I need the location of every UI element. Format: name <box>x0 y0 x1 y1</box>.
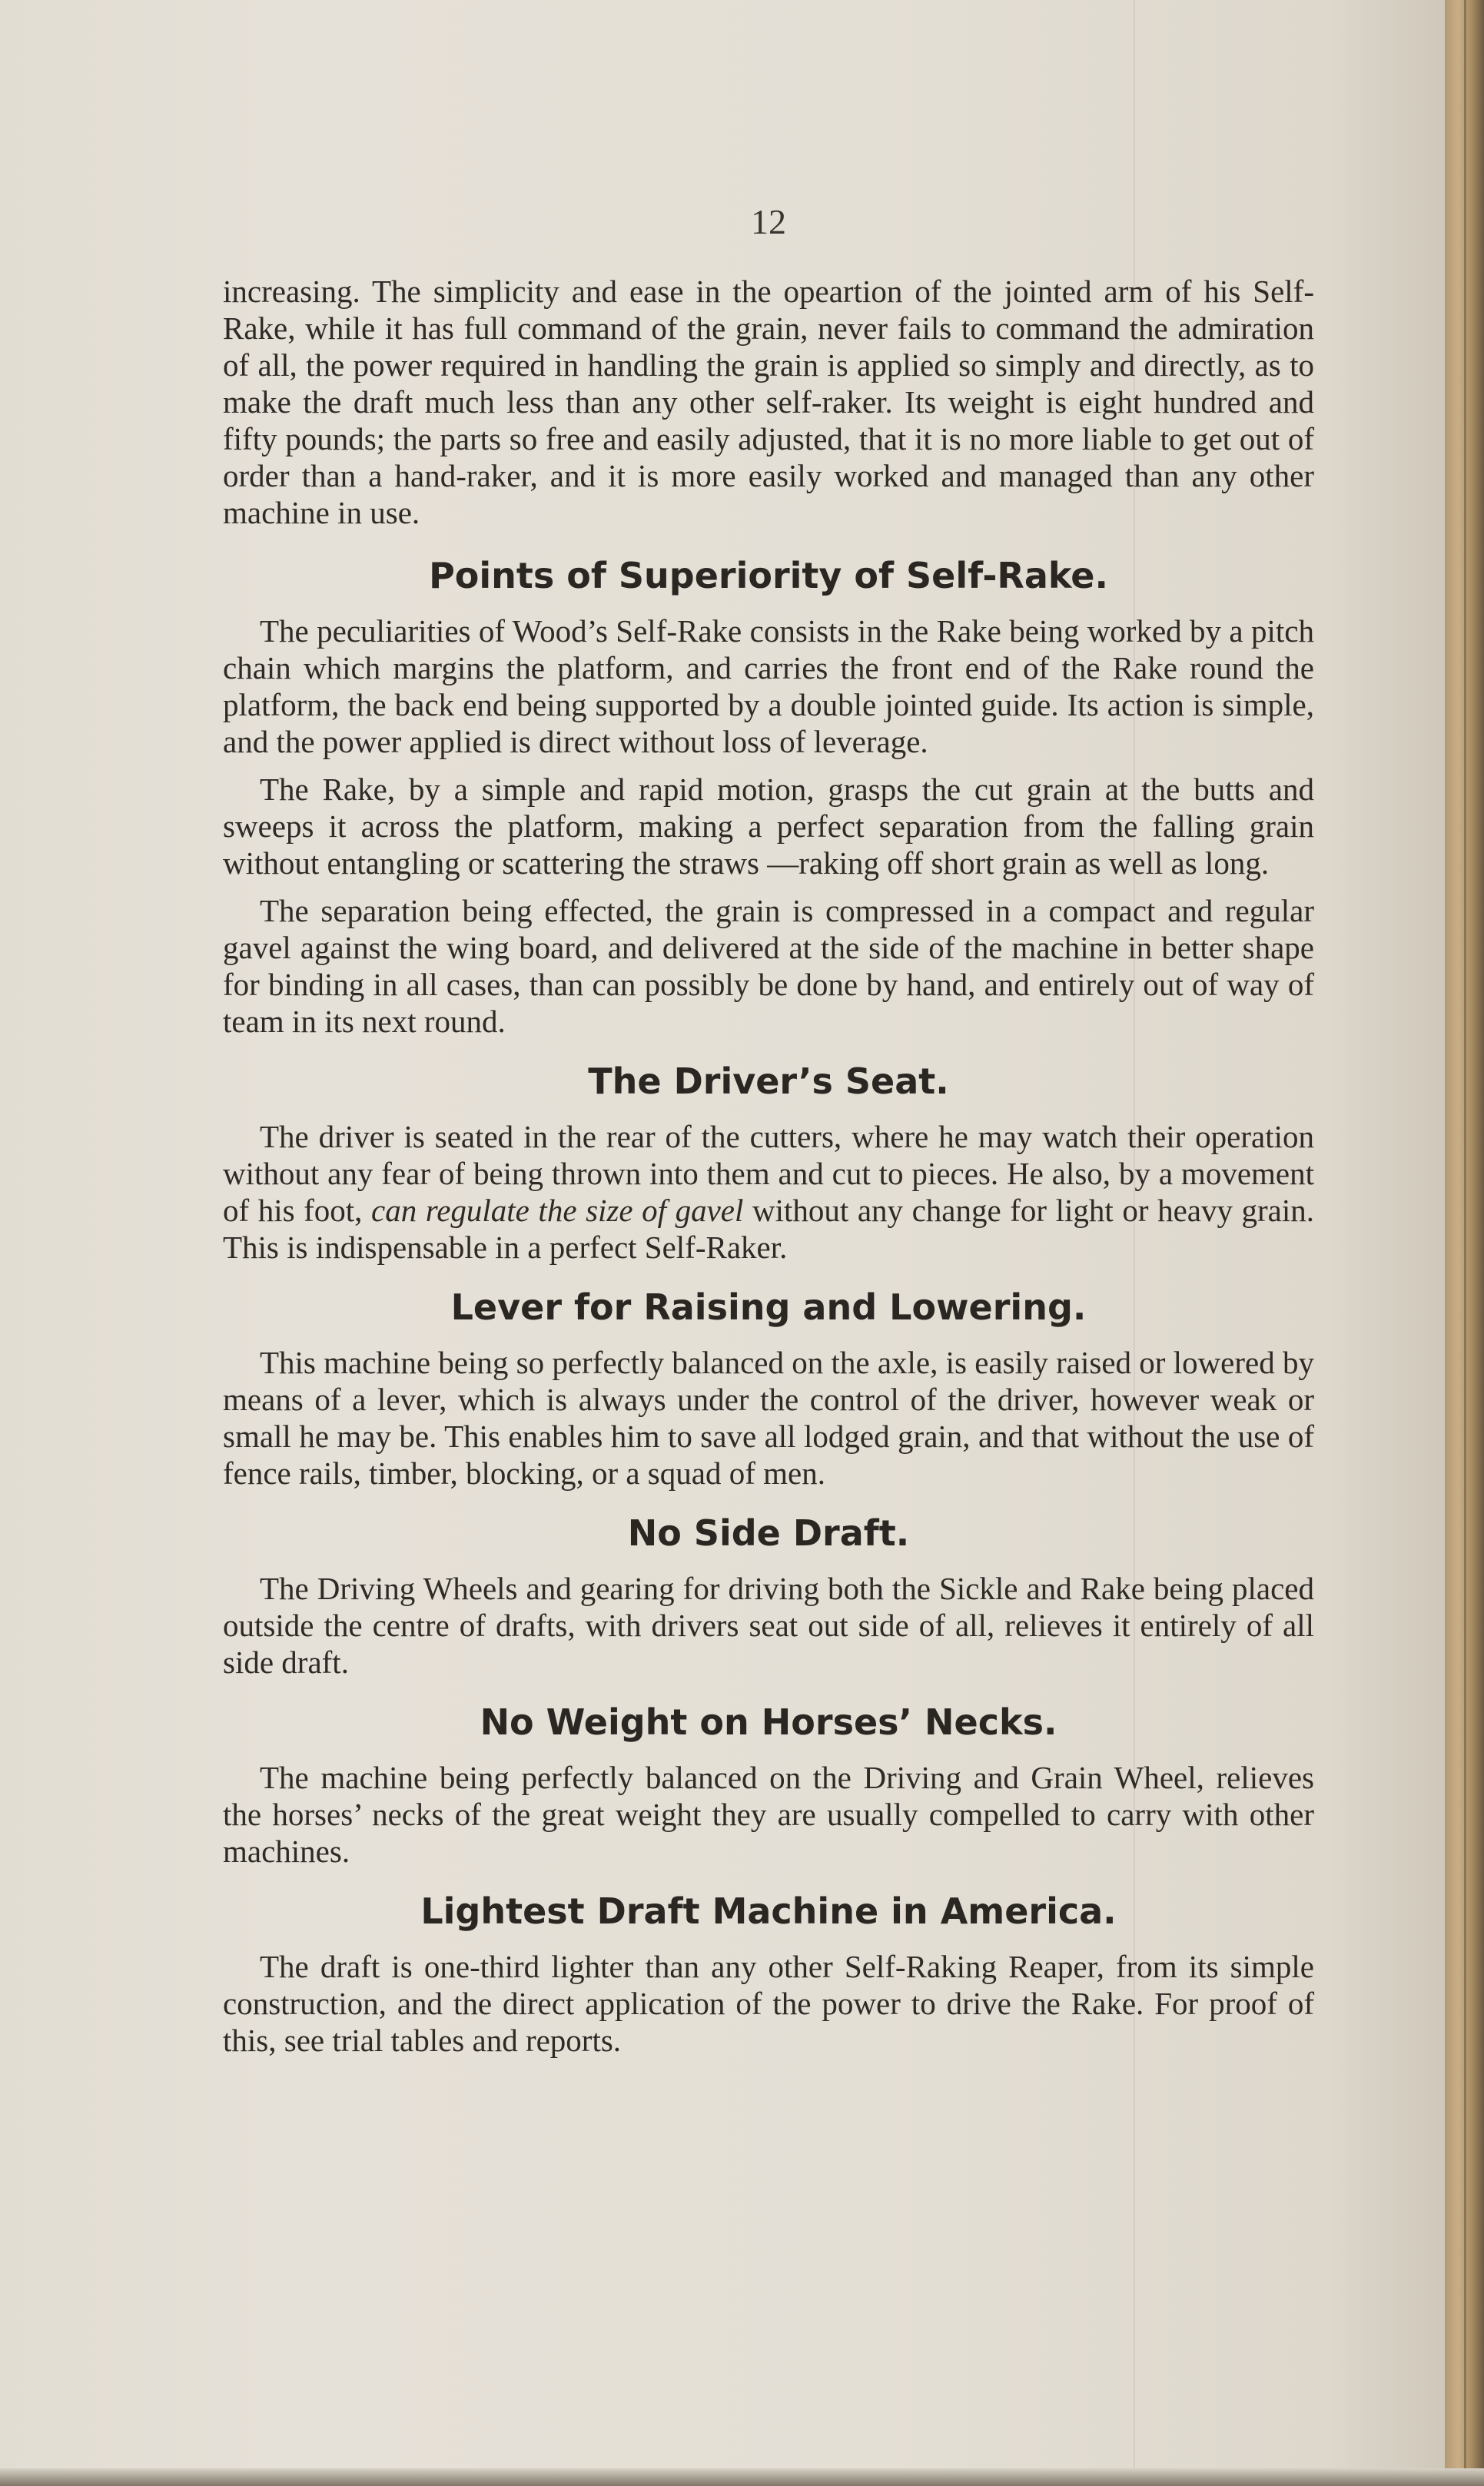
paragraph-lightest-draft: The draft is one-third lighter than any other Self-Raking Reaper, from its simple construction, and the direct application of the power to drive the Rake. For proof of this, see trial tables and reports. <box>223 1949 1314 2058</box>
page-content <box>223 273 1314 2059</box>
paragraph-no-weight-on-necks: The machine being perfectly balanced on the Driving and Grain Wheel, relieves the horses’ necks of the great weight they are usually compelled to carry with other machines. <box>223 1760 1314 1869</box>
heading-drivers-seat: The Driver’s Seat. <box>588 1060 949 1102</box>
page-number: 12 <box>751 202 786 241</box>
heading-no-weight-on-necks: No Weight on Horses’ Necks. <box>480 1701 1057 1743</box>
drivers-seat-text-end: without any change for light or heavy grain. This is indispensable in a perfect Self-Raker. <box>223 1193 1315 1265</box>
paragraph-drivers-seat <box>223 1118 1314 1266</box>
page-edge-line <box>1464 0 1466 2486</box>
drivers-seat-italic-text: can regulate the size of gavel <box>371 1193 744 1228</box>
intro-paragraph: increasing. The simplicity and ease in the opeartion of the jointed arm of his Self-Rake, while it has full command of the grain, never fails to command the admiration of all, the power required in handling the grain is applied so simply and directly, as to make the draft much less than any other self-raker. Its weight is eight hundred and fifty pounds; the parts so free and easily adjusted, that it is no more liable to get out of order than a hand-raker, and it is more easily worked and managed than any other machine in use. <box>223 274 1314 530</box>
heading-points-of-superiority: Points of Superiority of Self-Rake. <box>429 555 1108 596</box>
heading-no-side-draft: No Side Draft. <box>627 1512 910 1554</box>
heading-lightest-draft: Lightest Draft Machine in America. <box>420 1890 1117 1932</box>
paragraph-lever: This machine being so perfectly balanced on the axle, is easily raised or lowered by means of a lever, which is always under the control of the driver, however weak or small he may be. This enables him to save all lodged grain, and that without the use of fence rails, timber, blocking, or a squad of men. <box>223 1345 1314 1491</box>
page-bottom-shadow <box>0 2468 1484 2486</box>
drivers-seat-text-start: The driver is seated in the rear of the cutters, where he may watch their operation without any fear of being thrown into them and cut to pieces. He also, by a movement of his foot, <box>223 1119 1314 1228</box>
paragraph-rake-motion: The Rake, by a simple and rapid motion, grasps the cut grain at the butts and sweeps it across the platform, making a perfect separation from the falling grain without entangling or scattering the straws —raking off short grain as well as long. <box>223 772 1314 881</box>
heading-lever: Lever for Raising and Lowering. <box>450 1286 1087 1328</box>
paragraph-no-side-draft: The Driving Wheels and gearing for driving both the Sickle and Rake being placed outside the centre of drafts, with drivers seat out side of all, relieves it entirely of all side draft. <box>223 1571 1314 1680</box>
paragraph-separation: The separation being effected, the grain is compressed in a compact and regular gavel against the wing board, and delivered at the side of the machine in better shape for binding in all cases, than can possibly be done by hand, and entirely out of way of team in its next round. <box>223 893 1314 1039</box>
paragraph-self-rake-peculiarities: The peculiarities of Wood’s Self-Rake consists in the Rake being worked by a pitch chain which margins the platform, and carries the front end of the Rake round the platform, the back end being supported by a double jointed guide. Its action is simple, and the power applied is direct without loss of leverage. <box>223 613 1314 759</box>
